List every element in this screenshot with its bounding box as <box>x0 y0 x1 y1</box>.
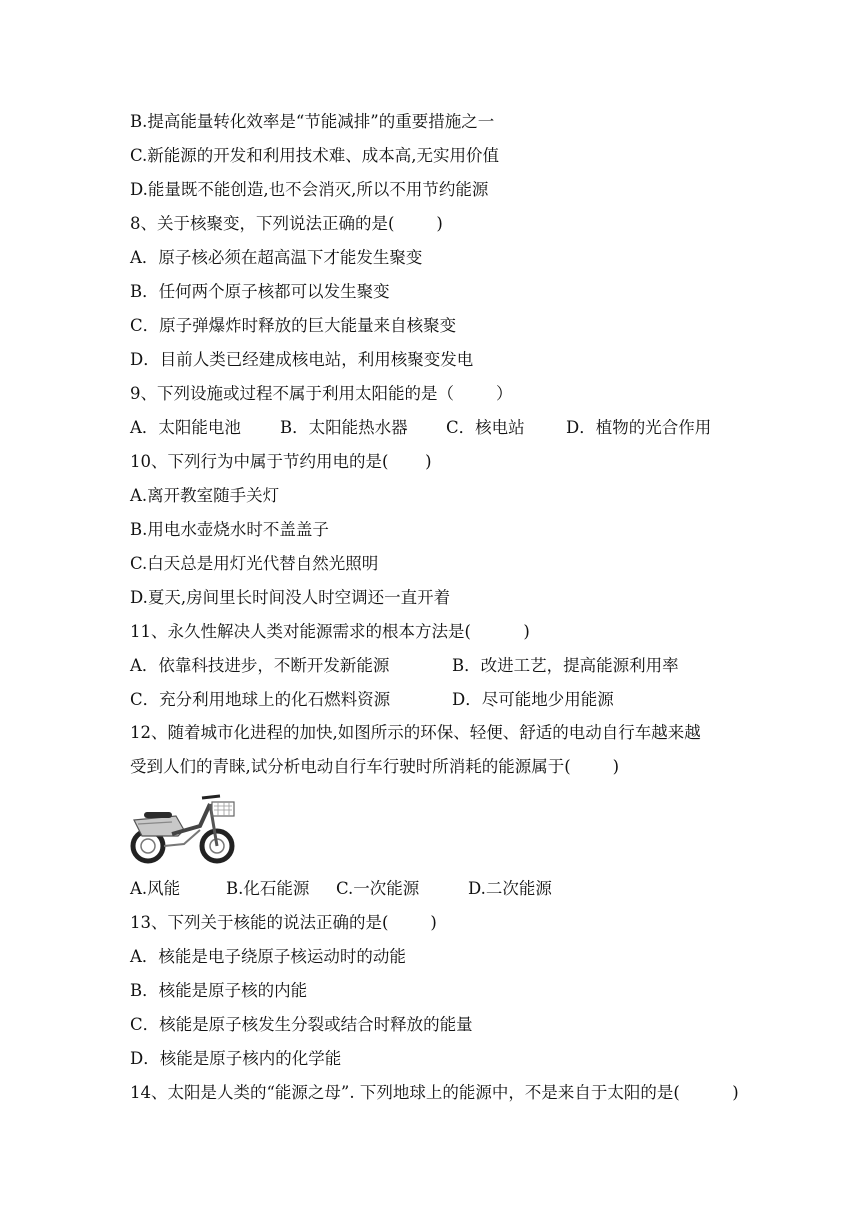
q12-option-c: C.一次能源 <box>336 879 420 898</box>
q11-option-b: B．改进工艺，提高能源利用率 <box>452 656 679 675</box>
q11-option-a: A．依靠科技进步，不断开发新能源 <box>130 656 390 675</box>
q11-options-row-1 <box>130 655 730 677</box>
q11-stem: 11、永久性解决人类对能源需求的根本方法是( ) <box>130 622 530 641</box>
q9-option-c: C．核电站 <box>446 418 525 437</box>
q11-option-d: D．尽可能地少用能源 <box>452 690 614 709</box>
q11-option-c: C．充分利用地球上的化石燃料资源 <box>130 690 391 709</box>
q12-options <box>130 878 730 900</box>
q10-option-a: A.离开教室随手关灯 <box>130 486 280 505</box>
q12-option-b: B.化石能源 <box>226 879 310 898</box>
q8-option-c: C．原子弹爆炸时释放的巨大能量来自核聚变 <box>130 316 457 335</box>
q14-stem: 14、太阳是人类的“能源之母”. 下列地球上的能源中，不是来自于太阳的是( ) <box>130 1083 739 1102</box>
q10-option-b: B.用电水壶烧水时不盖盖子 <box>130 520 329 539</box>
q8-option-d: D．目前人类已经建成核电站，利用核聚变发电 <box>130 350 474 369</box>
q8-option-a: A．原子核必须在超高温下才能发生聚变 <box>130 248 423 267</box>
q13-option-b: B．核能是原子核的内能 <box>130 981 308 1000</box>
q8-stem: 8、关于核聚变，下列说法正确的是( ) <box>130 214 443 233</box>
q9-stem: 9、下列设施或过程不属于利用太阳能的是（ ） <box>130 384 513 403</box>
q7-option-b: B.提高能量转化效率是“节能减排”的重要措施之一 <box>130 112 495 131</box>
electric-bicycle-icon <box>128 786 238 864</box>
q12-option-a: A.风能 <box>130 879 181 898</box>
q7-option-c: C.新能源的开发和利用技术难、成本高,无实用价值 <box>130 146 500 165</box>
q10-stem: 10、下列行为中属于节约用电的是( ) <box>130 452 432 471</box>
q13-option-a: A．核能是电子绕原子核运动时的动能 <box>130 947 406 966</box>
q9-option-d: D．植物的光合作用 <box>566 418 712 437</box>
q13-stem: 13、下列关于核能的说法正确的是( ) <box>130 913 437 932</box>
q13-option-c: C．核能是原子核发生分裂或结合时释放的能量 <box>130 1015 473 1034</box>
q10-option-d: D.夏天,房间里长时间没人时空调还一直开着 <box>130 588 451 607</box>
q9-option-a: A．太阳能电池 <box>130 418 241 437</box>
q12-option-d: D.二次能源 <box>468 879 552 898</box>
q12-stem-line-1: 12、随着城市化进程的加快,如图所示的环保、轻便、舒适的电动自行车越来越 <box>130 723 701 742</box>
q10-option-c: C.白天总是用灯光代替自然光照明 <box>130 554 379 573</box>
q9-options <box>130 417 730 439</box>
q12-stem-line-2: 受到人们的青睐,试分析电动自行车行驶时所消耗的能源属于( ) <box>130 757 620 776</box>
q7-option-d: D.能量既不能创造,也不会消灭,所以不用节约能源 <box>130 180 489 199</box>
q13-option-d: D．核能是原子核内的化学能 <box>130 1049 342 1068</box>
q11-options-row-2 <box>130 689 730 711</box>
q8-option-b: B．任何两个原子核都可以发生聚变 <box>130 282 390 301</box>
q9-option-b: B．太阳能热水器 <box>280 418 408 437</box>
